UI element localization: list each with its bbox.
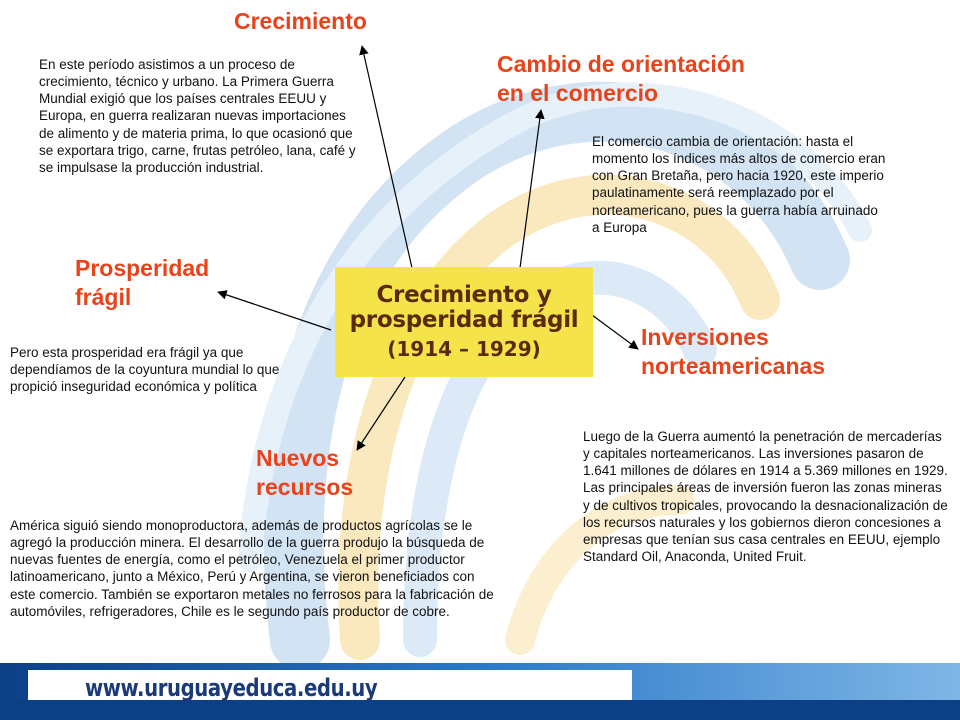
heading-nuevos-line1: Nuevos — [256, 445, 340, 471]
heading-cambio — [497, 50, 745, 108]
text-cambio: El comercio cambia de orientación: hasta el momento los índices más altos de comercio eran con Gran Bretaña, pero hacia 1920, este imperio paulatinamente será reemplazado por el norteamericano, pues la guerra había arruinado a Europa — [592, 134, 886, 235]
heading-inversiones — [641, 323, 825, 381]
heading-prosperidad — [75, 254, 209, 312]
heading-cambio-line2: en el comercio — [497, 79, 659, 106]
heading-prosperidad-line1: Prosperidad — [75, 255, 210, 281]
heading-cambio-line1: Cambio de orientación — [497, 51, 745, 77]
central-topic-line2: prosperidad frágil — [349, 307, 579, 333]
arrow-to-cambio — [520, 110, 541, 268]
text-nuevos: América siguió siendo monoproductora, además de productos agrícolas se le agregó la producción minera. El desarrollo de la guerra produjo la búsqueda de nuevas fuentes de energía, como el petróleo, Venezuela el primer productor latinoamericano, junto a México, Perú y Argentina, se vieron beneficiados con este comercio. También se exportaron metales no ferrosos para la fabricación de automóviles, refrigeradores, Chile es le segundo país productor de cobre. — [10, 518, 494, 619]
arrow-to-inversiones — [592, 315, 638, 349]
text-prosperidad: Pero esta prosperidad era frágil ya que dependíamos de la coyuntura mundial lo que propició inseguridad económica y política — [10, 345, 280, 395]
arrow-to-crecimiento — [362, 46, 412, 268]
heading-prosperidad-line2: frágil — [75, 283, 132, 310]
arrow-to-prosperidad — [218, 292, 331, 330]
heading-inversiones-line2: norteamericanas — [641, 352, 826, 379]
heading-nuevos-line2: recursos — [256, 473, 354, 500]
central-topic-dates: (1914 – 1929) — [387, 336, 541, 361]
text-crecimiento: En este período asistimos a un proceso de crecimiento, técnico y urbano. La Primera Guerra Mundial exigió que los países centrales EEUU y Europa, en guerra realizaran nuevas importaciones de alimento y de materia prima, lo que ocasionó que se exportara trigo, carne, frutas petróleo, lana, café y se impulsase la producción industrial. — [39, 57, 356, 175]
central-topic-line1: Crecimiento y — [376, 282, 552, 309]
heading-crecimiento — [234, 7, 367, 36]
arrow-to-nuevos — [357, 377, 405, 450]
footer-url[interactable]: www.uruguayeduca.edu.uy — [85, 674, 378, 702]
text-inversiones: Luego de la Guerra aumentó la penetración de mercaderías y capitales norteamericanos. Las inversiones pasaron de 1.641 millones de dólares en 1914 a 5.369 millones en 1929. Las principales áreas de inversión fueron las zonas mineras y de cultivos tropicales, provocando la desnacionalización de los recursos naturales y los gobiernos dieron concesiones a empresas que tenían sus casa centrales en EEUU, ejemplo Standard Oil, Anaconda, United Fruit. — [583, 429, 948, 564]
heading-crecimiento-text: Crecimiento — [234, 8, 367, 34]
heading-inversiones-line1: Inversiones — [641, 324, 769, 350]
central-topic-box — [335, 267, 593, 377]
heading-nuevos — [256, 444, 353, 502]
